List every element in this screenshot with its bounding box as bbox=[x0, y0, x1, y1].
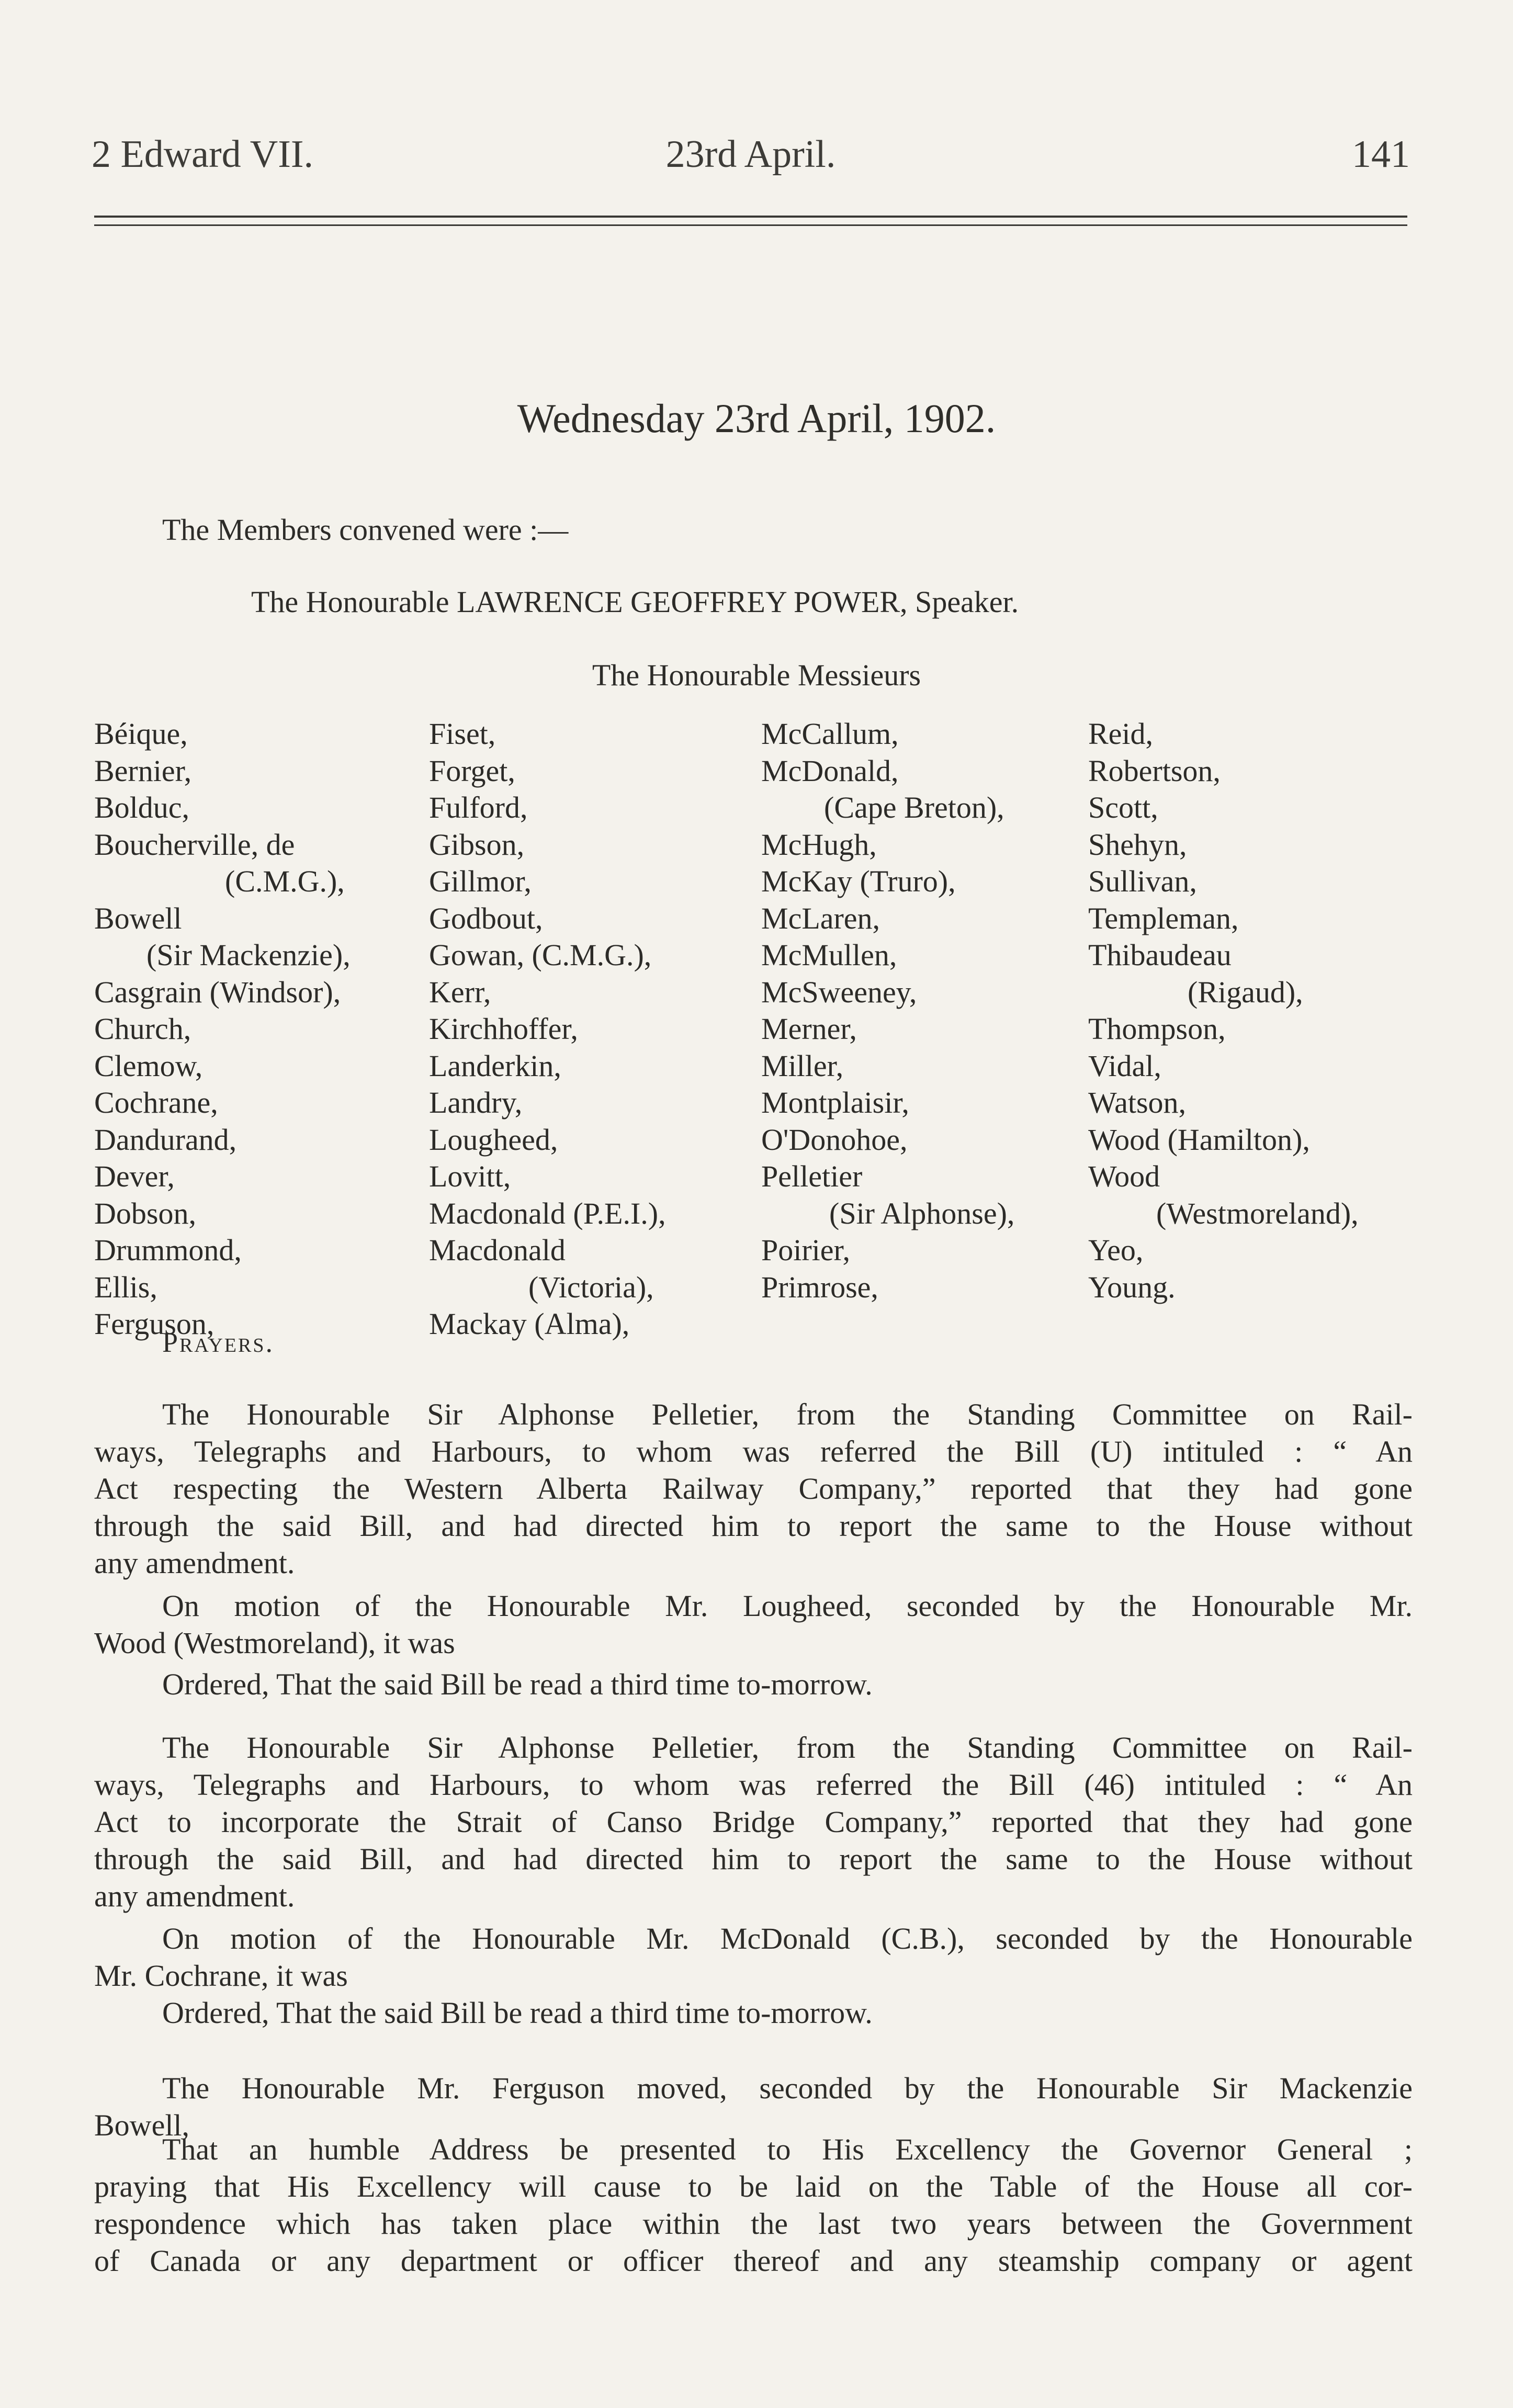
paragraph-line: The Honourable Sir Alphonse Pelletier, from the Standing Committee on Rail- bbox=[162, 1397, 1413, 1431]
member-name: Sullivan, bbox=[1088, 864, 1197, 898]
member-name: Drummond, bbox=[94, 1233, 242, 1267]
member-name: Merner, bbox=[761, 1012, 857, 1046]
motion-paragraph-lougheed bbox=[94, 1587, 1413, 1661]
member-name: Mackay (Alma), bbox=[429, 1307, 630, 1341]
member-name: Wood (Hamilton), bbox=[1088, 1122, 1310, 1157]
member-name: Miller, bbox=[761, 1048, 844, 1083]
paragraph-line: That an humble Address be presented to His Excellency the Governor General ; bbox=[162, 2132, 1413, 2166]
member-name: Vidal, bbox=[1088, 1048, 1161, 1083]
sitting-date-heading: Wednesday 23rd April, 1902. bbox=[517, 395, 996, 441]
member-name: Lovitt, bbox=[429, 1159, 511, 1193]
speaker-line: The Honourable LAWRENCE GEOFFREY POWER, Speaker. bbox=[251, 585, 1019, 619]
member-name: Fulford, bbox=[429, 790, 528, 824]
running-head bbox=[92, 126, 1410, 183]
member-name: Dever, bbox=[94, 1159, 175, 1193]
member-name-continuation: (Rigaud), bbox=[1188, 975, 1303, 1009]
motion-paragraph-mcdonald bbox=[94, 1920, 1413, 1994]
member-name: McHugh, bbox=[761, 827, 877, 862]
member-name: Robertson, bbox=[1088, 753, 1221, 788]
member-name: McKay (Truro), bbox=[761, 864, 956, 898]
paragraph-line: respondence which has taken place within the last two years between the Government bbox=[94, 2207, 1413, 2241]
member-name: Thibaudeau bbox=[1088, 938, 1232, 972]
member-name: Landerkin, bbox=[429, 1048, 561, 1083]
member-name: Thompson, bbox=[1088, 1012, 1226, 1046]
member-name: Watson, bbox=[1088, 1086, 1187, 1120]
header-double-rule bbox=[94, 216, 1407, 226]
member-name: Poirier, bbox=[761, 1233, 851, 1267]
paragraph-line: Bowell, bbox=[94, 2108, 190, 2142]
member-name: McLaren, bbox=[761, 901, 880, 935]
member-name: Montplaisir, bbox=[761, 1086, 909, 1120]
order-paragraph-bill-u bbox=[94, 1666, 1413, 1703]
paragraph-line: any amendment. bbox=[94, 1546, 295, 1580]
members-column-1 bbox=[94, 716, 351, 1343]
member-name: Primrose, bbox=[761, 1270, 878, 1304]
paragraph-line: of Canada or any department or officer thereof and any steamship company or agent bbox=[94, 2244, 1413, 2278]
member-name: O'Donohoe, bbox=[761, 1122, 908, 1157]
member-name: Fiset, bbox=[429, 717, 496, 751]
member-name-continuation: (Cape Breton), bbox=[824, 790, 1004, 824]
paragraph-line: through the said Bill, and had directed him to report the same to the House without bbox=[94, 1842, 1413, 1876]
member-name: Pelletier bbox=[761, 1159, 863, 1193]
running-head-date: 23rd April. bbox=[665, 133, 836, 176]
member-name: McSweeney, bbox=[761, 975, 917, 1009]
paragraph-line: Ordered, That the said Bill be read a third time to-morrow. bbox=[162, 1667, 873, 1701]
member-name: Macdonald bbox=[429, 1233, 566, 1267]
member-name: Landry, bbox=[429, 1086, 523, 1120]
member-name: Ellis, bbox=[94, 1270, 157, 1304]
report-paragraph-bill-46 bbox=[94, 1729, 1413, 1915]
messieurs-heading: The Honourable Messieurs bbox=[592, 658, 921, 692]
members-list bbox=[94, 716, 1423, 1341]
prayers-heading: Prayers. bbox=[162, 1327, 274, 1358]
member-name-continuation: (Sir Mackenzie), bbox=[146, 938, 351, 972]
members-convened-line: The Members convened were :— bbox=[162, 513, 569, 547]
member-name-continuation: (Victoria), bbox=[528, 1270, 654, 1304]
running-head-regnal-year: 2 Edward VII. bbox=[92, 133, 314, 176]
paragraph-line: Act to incorporate the Strait of Canso Bridge Company,” reported that they had gone bbox=[94, 1805, 1413, 1839]
member-name: Cochrane, bbox=[94, 1086, 218, 1120]
member-name: Dobson, bbox=[94, 1196, 196, 1230]
member-name: McCallum, bbox=[761, 717, 899, 751]
paragraph-line: ways, Telegraphs and Harbours, to whom was referred the Bill (U) intituled : “ An bbox=[94, 1434, 1413, 1468]
member-name: Shehyn, bbox=[1088, 827, 1187, 862]
member-name: Godbout, bbox=[429, 901, 543, 935]
member-name-continuation: (Westmoreland), bbox=[1156, 1196, 1359, 1230]
member-name: Gibson, bbox=[429, 827, 525, 862]
member-name: Dandurand, bbox=[94, 1122, 237, 1157]
member-name: Bowell bbox=[94, 901, 182, 935]
member-name: Forget, bbox=[429, 753, 515, 788]
members-column-3 bbox=[761, 716, 1014, 1306]
members-column-2 bbox=[429, 716, 666, 1343]
member-name: Gillmor, bbox=[429, 864, 532, 898]
member-name: Boucherville, de bbox=[94, 827, 295, 862]
members-column-4 bbox=[1088, 716, 1359, 1306]
paragraph-line: Ordered, That the said Bill be read a third time to-morrow. bbox=[162, 1996, 873, 2030]
member-name: Kerr, bbox=[429, 975, 491, 1009]
member-name: Church, bbox=[94, 1012, 191, 1046]
report-paragraph-bill-u bbox=[94, 1396, 1413, 1581]
paragraph-line: On motion of the Honourable Mr. McDonald (C.B.), seconded by the Honourable bbox=[162, 1921, 1413, 1955]
paragraph-line: On motion of the Honourable Mr. Lougheed, seconded by the Honourable Mr. bbox=[162, 1589, 1413, 1623]
member-name: Kirchhoffer, bbox=[429, 1012, 578, 1046]
member-name: Béique, bbox=[94, 717, 188, 751]
member-name: Ferguson, bbox=[94, 1307, 214, 1341]
member-name: Lougheed, bbox=[429, 1122, 558, 1157]
member-name: Clemow, bbox=[94, 1048, 203, 1083]
paragraph-line: ways, Telegraphs and Harbours, to whom was referred the Bill (46) intituled : “ An bbox=[94, 1768, 1413, 1802]
paragraph-line: Act respecting the Western Alberta Railway Company,” reported that they had gone bbox=[94, 1472, 1413, 1506]
member-name: Gowan, (C.M.G.), bbox=[429, 938, 652, 972]
member-name: Templeman, bbox=[1088, 901, 1239, 935]
member-name: Yeo, bbox=[1088, 1233, 1144, 1267]
member-name: Bolduc, bbox=[94, 790, 190, 824]
member-name: Young. bbox=[1088, 1270, 1176, 1304]
page-number: 141 bbox=[1352, 133, 1410, 176]
member-name: Macdonald (P.E.I.), bbox=[429, 1196, 666, 1230]
member-name: Reid, bbox=[1088, 717, 1154, 751]
member-name: Bernier, bbox=[94, 753, 192, 788]
paragraph-line: Mr. Cochrane, it was bbox=[94, 1959, 348, 1993]
paragraph-line: through the said Bill, and had directed him to report the same to the House without bbox=[94, 1509, 1413, 1543]
paragraph-line: Wood (Westmoreland), it was bbox=[94, 1626, 455, 1660]
member-name-continuation: (Sir Alphonse), bbox=[829, 1196, 1015, 1230]
member-name: Wood bbox=[1088, 1159, 1160, 1193]
paragraph-line: praying that His Excellency will cause to be laid on the Table of the House all cor- bbox=[94, 2169, 1413, 2203]
member-name: McMullen, bbox=[761, 938, 897, 972]
member-name-continuation: (C.M.G.), bbox=[225, 864, 345, 898]
paragraph-line: any amendment. bbox=[94, 1879, 295, 1913]
member-name: Scott, bbox=[1088, 790, 1158, 824]
member-name: McDonald, bbox=[761, 753, 899, 788]
order-paragraph-bill-46 bbox=[94, 1994, 1413, 2031]
paragraph-line: The Honourable Mr. Ferguson moved, seconded by the Honourable Sir Mackenzie bbox=[162, 2071, 1413, 2105]
member-name: Casgrain (Windsor), bbox=[94, 975, 341, 1009]
paragraph-line: The Honourable Sir Alphonse Pelletier, from the Standing Committee on Rail- bbox=[162, 1731, 1413, 1765]
address-paragraph bbox=[94, 2131, 1413, 2279]
